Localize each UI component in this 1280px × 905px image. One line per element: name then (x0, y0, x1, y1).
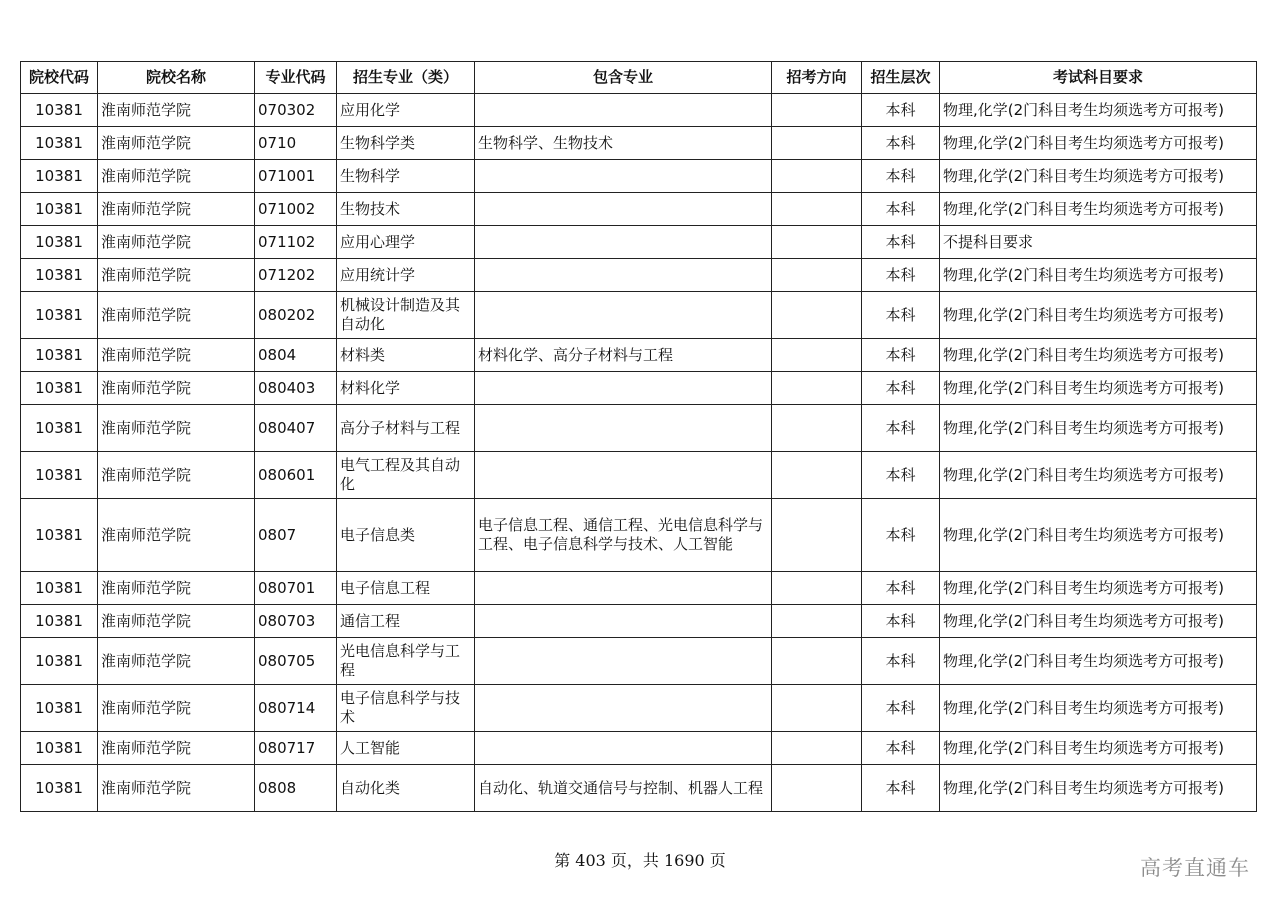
major-name-cell: 生物技术 (337, 193, 475, 226)
major-name-cell: 生物科学 (337, 160, 475, 193)
subject-requirement-cell: 物理,化学(2门科目考生均须选考方可报考) (940, 405, 1257, 452)
school-code-cell: 10381 (21, 765, 98, 812)
school-name-cell: 淮南师范学院 (98, 127, 255, 160)
subject-requirement-cell: 物理,化学(2门科目考生均须选考方可报考) (940, 605, 1257, 638)
major-name-cell: 材料类 (337, 339, 475, 372)
level-cell: 本科 (862, 160, 940, 193)
direction-cell (772, 339, 862, 372)
table-row (21, 685, 1257, 732)
level-cell: 本科 (862, 127, 940, 160)
major-code-cell: 070302 (255, 94, 337, 127)
major-name-cell: 通信工程 (337, 605, 475, 638)
major-code-cell: 071202 (255, 259, 337, 292)
major-code-cell: 080601 (255, 452, 337, 499)
direction-cell (772, 259, 862, 292)
major-name-cell: 高分子材料与工程 (337, 405, 475, 452)
major-name-cell: 自动化类 (337, 765, 475, 812)
subject-requirement-cell: 物理,化学(2门科目考生均须选考方可报考) (940, 160, 1257, 193)
major-name-cell: 电子信息科学与技术 (337, 685, 475, 732)
header-cell: 招生专业（类） (337, 62, 475, 94)
major-name-cell: 电子信息类 (337, 499, 475, 572)
school-name-cell: 淮南师范学院 (98, 572, 255, 605)
school-code-cell: 10381 (21, 226, 98, 259)
major-name-cell: 人工智能 (337, 732, 475, 765)
direction-cell (772, 160, 862, 193)
included-majors-cell (475, 160, 772, 193)
level-cell: 本科 (862, 685, 940, 732)
table-row (21, 499, 1257, 572)
major-code-cell: 0808 (255, 765, 337, 812)
table-row (21, 605, 1257, 638)
school-name-cell: 淮南师范学院 (98, 226, 255, 259)
header-row (21, 62, 1257, 94)
included-majors-cell (475, 259, 772, 292)
header-cell: 院校名称 (98, 62, 255, 94)
school-name-cell: 淮南师范学院 (98, 685, 255, 732)
subject-requirement-cell: 物理,化学(2门科目考生均须选考方可报考) (940, 572, 1257, 605)
level-cell: 本科 (862, 292, 940, 339)
major-name-cell: 应用心理学 (337, 226, 475, 259)
included-majors-cell: 电子信息工程、通信工程、光电信息科学与工程、电子信息科学与技术、人工智能 (475, 499, 772, 572)
school-code-cell: 10381 (21, 193, 98, 226)
direction-cell (772, 732, 862, 765)
header-cell: 招考方向 (772, 62, 862, 94)
table-row (21, 372, 1257, 405)
included-majors-cell (475, 605, 772, 638)
school-code-cell: 10381 (21, 339, 98, 372)
school-code-cell: 10381 (21, 732, 98, 765)
level-cell: 本科 (862, 94, 940, 127)
header-cell: 招生层次 (862, 62, 940, 94)
included-majors-cell (475, 94, 772, 127)
major-name-cell: 应用统计学 (337, 259, 475, 292)
level-cell: 本科 (862, 572, 940, 605)
table-row (21, 339, 1257, 372)
level-cell: 本科 (862, 226, 940, 259)
direction-cell (772, 193, 862, 226)
direction-cell (772, 372, 862, 405)
included-majors-cell (475, 292, 772, 339)
table-row (21, 292, 1257, 339)
header-cell: 专业代码 (255, 62, 337, 94)
direction-cell (772, 605, 862, 638)
subject-requirement-cell: 物理,化学(2门科目考生均须选考方可报考) (940, 127, 1257, 160)
major-code-cell: 080705 (255, 638, 337, 685)
level-cell: 本科 (862, 732, 940, 765)
subject-requirement-cell: 物理,化学(2门科目考生均须选考方可报考) (940, 292, 1257, 339)
direction-cell (772, 685, 862, 732)
included-majors-cell: 材料化学、高分子材料与工程 (475, 339, 772, 372)
watermark: 高考直通车 (1140, 856, 1250, 880)
major-name-cell: 材料化学 (337, 372, 475, 405)
direction-cell (772, 226, 862, 259)
direction-cell (772, 452, 862, 499)
header-cell: 院校代码 (21, 62, 98, 94)
included-majors-cell (475, 372, 772, 405)
major-code-cell: 071001 (255, 160, 337, 193)
direction-cell (772, 94, 862, 127)
table-row (21, 226, 1257, 259)
level-cell: 本科 (862, 339, 940, 372)
direction-cell (772, 638, 862, 685)
subject-requirement-cell: 物理,化学(2门科目考生均须选考方可报考) (940, 94, 1257, 127)
header-cell: 考试科目要求 (940, 62, 1257, 94)
table-row (21, 127, 1257, 160)
major-name-cell: 电子信息工程 (337, 572, 475, 605)
school-name-cell: 淮南师范学院 (98, 765, 255, 812)
subject-requirement-cell: 物理,化学(2门科目考生均须选考方可报考) (940, 193, 1257, 226)
school-code-cell: 10381 (21, 259, 98, 292)
subject-requirement-cell: 物理,化学(2门科目考生均须选考方可报考) (940, 638, 1257, 685)
direction-cell (772, 127, 862, 160)
major-name-cell: 电气工程及其自动化 (337, 452, 475, 499)
major-code-cell: 080202 (255, 292, 337, 339)
table-row (21, 405, 1257, 452)
major-code-cell: 080714 (255, 685, 337, 732)
included-majors-cell (475, 452, 772, 499)
school-code-cell: 10381 (21, 572, 98, 605)
table-row (21, 765, 1257, 812)
school-name-cell: 淮南师范学院 (98, 160, 255, 193)
major-code-cell: 0804 (255, 339, 337, 372)
school-name-cell: 淮南师范学院 (98, 292, 255, 339)
table-row (21, 732, 1257, 765)
included-majors-cell (475, 193, 772, 226)
major-code-cell: 071002 (255, 193, 337, 226)
header-cell: 包含专业 (475, 62, 772, 94)
subject-requirement-cell: 物理,化学(2门科目考生均须选考方可报考) (940, 372, 1257, 405)
school-name-cell: 淮南师范学院 (98, 638, 255, 685)
major-code-cell: 0807 (255, 499, 337, 572)
major-code-cell: 0710 (255, 127, 337, 160)
direction-cell (772, 572, 862, 605)
major-code-cell: 080717 (255, 732, 337, 765)
subject-requirement-cell: 物理,化学(2门科目考生均须选考方可报考) (940, 765, 1257, 812)
included-majors-cell (475, 732, 772, 765)
school-code-cell: 10381 (21, 638, 98, 685)
table-row (21, 160, 1257, 193)
included-majors-cell: 自动化、轨道交通信号与控制、机器人工程 (475, 765, 772, 812)
major-code-cell: 080407 (255, 405, 337, 452)
included-majors-cell: 生物科学、生物技术 (475, 127, 772, 160)
level-cell: 本科 (862, 499, 940, 572)
subject-requirement-cell: 物理,化学(2门科目考生均须选考方可报考) (940, 452, 1257, 499)
school-name-cell: 淮南师范学院 (98, 499, 255, 572)
major-name-cell: 光电信息科学与工程 (337, 638, 475, 685)
subject-requirement-cell: 物理,化学(2门科目考生均须选考方可报考) (940, 732, 1257, 765)
level-cell: 本科 (862, 405, 940, 452)
school-code-cell: 10381 (21, 292, 98, 339)
table-row (21, 193, 1257, 226)
level-cell: 本科 (862, 605, 940, 638)
table-row (21, 94, 1257, 127)
level-cell: 本科 (862, 765, 940, 812)
school-name-cell: 淮南师范学院 (98, 605, 255, 638)
school-code-cell: 10381 (21, 605, 98, 638)
school-name-cell: 淮南师范学院 (98, 94, 255, 127)
school-code-cell: 10381 (21, 372, 98, 405)
school-name-cell: 淮南师范学院 (98, 259, 255, 292)
major-name-cell: 生物科学类 (337, 127, 475, 160)
page-number: 第 403 页，共 1690 页 (554, 851, 726, 870)
table-row (21, 638, 1257, 685)
school-code-cell: 10381 (21, 685, 98, 732)
school-name-cell: 淮南师范学院 (98, 732, 255, 765)
included-majors-cell (475, 572, 772, 605)
level-cell: 本科 (862, 452, 940, 499)
included-majors-cell (475, 226, 772, 259)
direction-cell (772, 499, 862, 572)
school-code-cell: 10381 (21, 160, 98, 193)
table-row (21, 572, 1257, 605)
major-name-cell: 应用化学 (337, 94, 475, 127)
included-majors-cell (475, 685, 772, 732)
level-cell: 本科 (862, 638, 940, 685)
subject-requirement-cell: 物理,化学(2门科目考生均须选考方可报考) (940, 339, 1257, 372)
table-row (21, 452, 1257, 499)
school-code-cell: 10381 (21, 452, 98, 499)
direction-cell (772, 405, 862, 452)
major-code-cell: 071102 (255, 226, 337, 259)
admissions-table (20, 61, 1257, 812)
major-code-cell: 080703 (255, 605, 337, 638)
school-name-cell: 淮南师范学院 (98, 372, 255, 405)
level-cell: 本科 (862, 372, 940, 405)
table-body (21, 94, 1257, 812)
level-cell: 本科 (862, 259, 940, 292)
school-name-cell: 淮南师范学院 (98, 452, 255, 499)
major-code-cell: 080403 (255, 372, 337, 405)
school-code-cell: 10381 (21, 127, 98, 160)
school-code-cell: 10381 (21, 405, 98, 452)
level-cell: 本科 (862, 193, 940, 226)
subject-requirement-cell: 物理,化学(2门科目考生均须选考方可报考) (940, 259, 1257, 292)
school-code-cell: 10381 (21, 499, 98, 572)
major-name-cell: 机械设计制造及其自动化 (337, 292, 475, 339)
direction-cell (772, 292, 862, 339)
school-name-cell: 淮南师范学院 (98, 405, 255, 452)
subject-requirement-cell: 不提科目要求 (940, 226, 1257, 259)
school-code-cell: 10381 (21, 94, 98, 127)
included-majors-cell (475, 405, 772, 452)
subject-requirement-cell: 物理,化学(2门科目考生均须选考方可报考) (940, 499, 1257, 572)
school-name-cell: 淮南师范学院 (98, 339, 255, 372)
table-row (21, 259, 1257, 292)
direction-cell (772, 765, 862, 812)
school-name-cell: 淮南师范学院 (98, 193, 255, 226)
subject-requirement-cell: 物理,化学(2门科目考生均须选考方可报考) (940, 685, 1257, 732)
major-code-cell: 080701 (255, 572, 337, 605)
included-majors-cell (475, 638, 772, 685)
